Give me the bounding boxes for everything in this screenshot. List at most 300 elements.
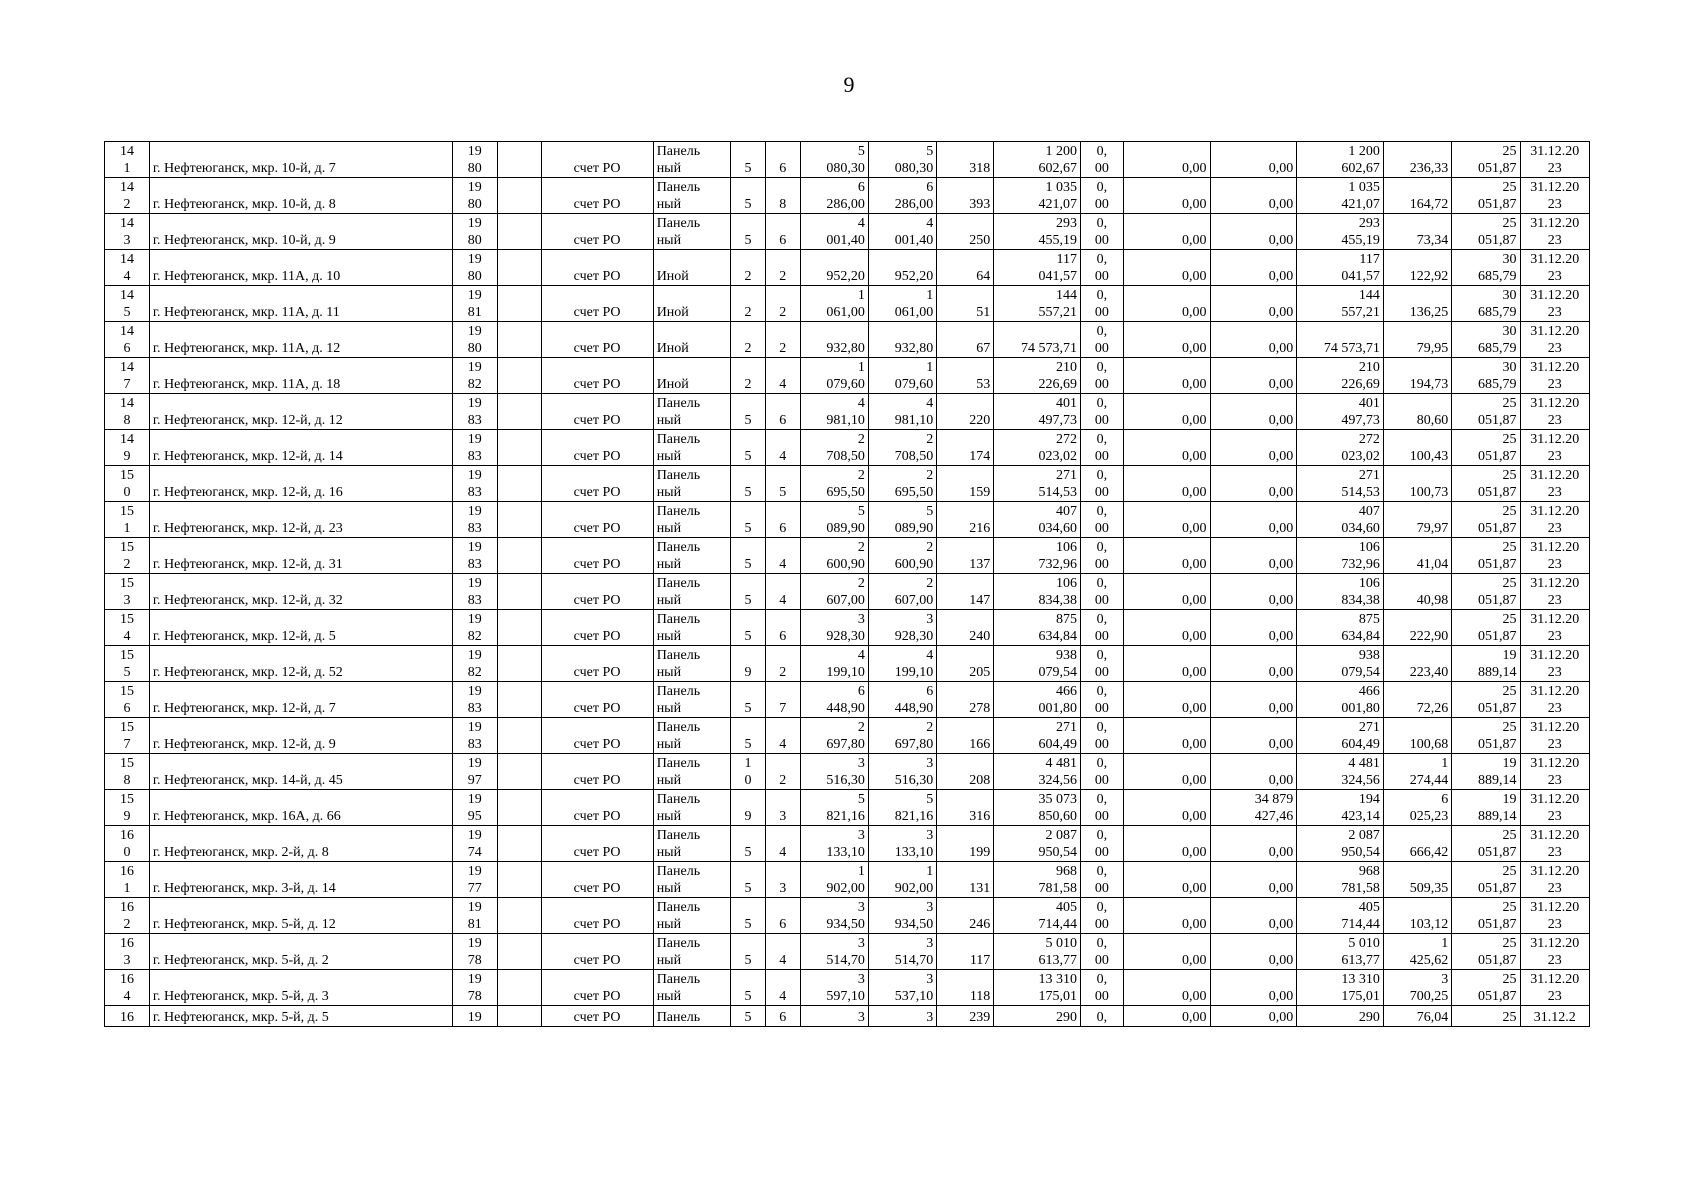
max-cost-per-m2-cell: 25 051,87 <box>1452 538 1520 574</box>
fund-share-cell: 0, 00 <box>1080 898 1123 934</box>
completion-date-cell: 31.12.20 23 <box>1520 178 1589 214</box>
wall-material-cell: Панель ный <box>653 538 731 574</box>
max-cost-per-m2-cell: 25 051,87 <box>1452 214 1520 250</box>
budget-share-cell: 0,00 <box>1123 934 1210 970</box>
repair-cost-cell: 210 226,69 <box>994 358 1081 394</box>
fund-share-cell: 0, 00 <box>1080 286 1123 322</box>
budget-share-cell: 0,00 <box>1123 826 1210 862</box>
local-share-cell: 0,00 <box>1210 826 1297 862</box>
owners-share-cell: 401 497,73 <box>1297 394 1384 430</box>
max-cost-per-m2-cell: 25 051,87 <box>1452 718 1520 754</box>
local-share-cell: 0,00 <box>1210 1006 1297 1027</box>
repair-cost-cell: 1 200 602,67 <box>994 142 1081 178</box>
living-area-cell: 2 695,50 <box>868 466 936 502</box>
funding-method-cell: счет РО <box>541 1006 653 1027</box>
year-built-cell: 19 95 <box>452 790 497 826</box>
floors-cell: 5 <box>731 466 766 502</box>
wall-material-cell: Панель ный <box>653 790 731 826</box>
total-area-cell: 5 821,16 <box>800 790 868 826</box>
repair-cost-cell: 968 781,58 <box>994 862 1081 898</box>
address-cell: г. Нефтеюганск, мкр. 5-й, д. 3 <box>149 970 452 1006</box>
living-area-cell: 3 934,50 <box>868 898 936 934</box>
entrances-cell: 6 <box>765 502 800 538</box>
year-built-cell: 19 77 <box>452 862 497 898</box>
living-area-cell: 952,20 <box>868 250 936 286</box>
year-built-cell: 19 83 <box>452 574 497 610</box>
year-built-cell: 19 78 <box>452 970 497 1006</box>
repair-cost-cell: 13 310 175,01 <box>994 970 1081 1006</box>
table-row <box>105 214 1590 250</box>
completion-date-cell: 31.12.20 23 <box>1520 790 1589 826</box>
table-row <box>105 394 1590 430</box>
budget-share-cell: 0,00 <box>1123 718 1210 754</box>
address-cell: г. Нефтеюганск, мкр. 12-й, д. 5 <box>149 610 452 646</box>
residents-cell: 246 <box>937 898 994 934</box>
budget-share-cell: 0,00 <box>1123 394 1210 430</box>
entrances-cell: 6 <box>765 214 800 250</box>
address-cell: г. Нефтеюганск, мкр. 14-й, д. 45 <box>149 754 452 790</box>
cost-per-m2-cell: 100,43 <box>1383 430 1451 466</box>
local-share-cell: 0,00 <box>1210 394 1297 430</box>
completion-date-cell: 31.12.20 23 <box>1520 718 1589 754</box>
table-row <box>105 790 1590 826</box>
max-cost-per-m2-cell: 25 051,87 <box>1452 574 1520 610</box>
address-cell: г. Нефтеюганск, мкр. 12-й, д. 31 <box>149 538 452 574</box>
fund-share-cell: 0, 00 <box>1080 322 1123 358</box>
cost-per-m2-cell: 136,25 <box>1383 286 1451 322</box>
wall-material-cell: Панель ный <box>653 142 731 178</box>
blank-cell-cell <box>497 358 541 394</box>
row-number-cell: 14 3 <box>105 214 150 250</box>
total-area-cell: 2 600,90 <box>800 538 868 574</box>
blank-cell-cell <box>497 502 541 538</box>
cost-per-m2-cell: 236,33 <box>1383 142 1451 178</box>
max-cost-per-m2-cell: 30 685,79 <box>1452 322 1520 358</box>
wall-material-cell: Панель ный <box>653 574 731 610</box>
floors-cell: 5 <box>731 394 766 430</box>
local-share-cell: 0,00 <box>1210 358 1297 394</box>
total-area-cell: 1 079,60 <box>800 358 868 394</box>
repair-cost-cell: 290 <box>994 1006 1081 1027</box>
year-built-cell: 19 74 <box>452 826 497 862</box>
cost-per-m2-cell: 79,95 <box>1383 322 1451 358</box>
floors-cell: 5 <box>731 826 766 862</box>
budget-share-cell: 0,00 <box>1123 610 1210 646</box>
residents-cell: 166 <box>937 718 994 754</box>
funding-method-cell: счет РО <box>541 790 653 826</box>
floors-cell: 5 <box>731 934 766 970</box>
row-number-cell: 16 0 <box>105 826 150 862</box>
max-cost-per-m2-cell: 25 051,87 <box>1452 430 1520 466</box>
floors-cell: 5 <box>731 970 766 1006</box>
address-cell: г. Нефтеюганск, мкр. 2-й, д. 8 <box>149 826 452 862</box>
floors-cell: 2 <box>731 286 766 322</box>
funding-method-cell: счет РО <box>541 610 653 646</box>
cost-per-m2-cell: 79,97 <box>1383 502 1451 538</box>
year-built-cell: 19 <box>452 1006 497 1027</box>
total-area-cell: 1 902,00 <box>800 862 868 898</box>
local-share-cell: 0,00 <box>1210 970 1297 1006</box>
cost-per-m2-cell: 40,98 <box>1383 574 1451 610</box>
cost-per-m2-cell: 72,26 <box>1383 682 1451 718</box>
entrances-cell: 7 <box>765 682 800 718</box>
table-row <box>105 430 1590 466</box>
repair-cost-cell: 74 573,71 <box>994 322 1081 358</box>
blank-cell-cell <box>497 214 541 250</box>
entrances-cell: 6 <box>765 898 800 934</box>
max-cost-per-m2-cell: 30 685,79 <box>1452 250 1520 286</box>
funding-method-cell: счет РО <box>541 394 653 430</box>
completion-date-cell: 31.12.20 23 <box>1520 250 1589 286</box>
address-cell: г. Нефтеюганск, мкр. 11А, д. 12 <box>149 322 452 358</box>
repair-cost-cell: 407 034,60 <box>994 502 1081 538</box>
table-row <box>105 250 1590 286</box>
funding-method-cell: счет РО <box>541 538 653 574</box>
repair-cost-cell: 272 023,02 <box>994 430 1081 466</box>
year-built-cell: 19 83 <box>452 466 497 502</box>
living-area-cell: 5 080,30 <box>868 142 936 178</box>
living-area-cell: 2 697,80 <box>868 718 936 754</box>
max-cost-per-m2-cell: 25 <box>1452 1006 1520 1027</box>
budget-share-cell: 0,00 <box>1123 790 1210 826</box>
local-share-cell: 0,00 <box>1210 466 1297 502</box>
repair-cost-cell: 106 834,38 <box>994 574 1081 610</box>
table-row <box>105 826 1590 862</box>
owners-share-cell: 194 423,14 <box>1297 790 1384 826</box>
row-number-cell: 15 8 <box>105 754 150 790</box>
living-area-cell: 2 607,00 <box>868 574 936 610</box>
local-share-cell: 0,00 <box>1210 682 1297 718</box>
funding-method-cell: счет РО <box>541 646 653 682</box>
owners-share-cell: 5 010 613,77 <box>1297 934 1384 970</box>
blank-cell-cell <box>497 430 541 466</box>
completion-date-cell: 31.12.20 23 <box>1520 934 1589 970</box>
address-cell: г. Нефтеюганск, мкр. 11А, д. 11 <box>149 286 452 322</box>
budget-share-cell: 0,00 <box>1123 754 1210 790</box>
entrances-cell: 2 <box>765 250 800 286</box>
living-area-cell: 2 600,90 <box>868 538 936 574</box>
funding-method-cell: счет РО <box>541 430 653 466</box>
fund-share-cell: 0, 00 <box>1080 430 1123 466</box>
year-built-cell: 19 80 <box>452 214 497 250</box>
address-cell: г. Нефтеюганск, мкр. 5-й, д. 5 <box>149 1006 452 1027</box>
budget-share-cell: 0,00 <box>1123 214 1210 250</box>
year-built-cell: 19 78 <box>452 934 497 970</box>
blank-cell-cell <box>497 286 541 322</box>
fund-share-cell: 0, 00 <box>1080 142 1123 178</box>
fund-share-cell: 0, 00 <box>1080 394 1123 430</box>
floors-cell: 5 <box>731 430 766 466</box>
living-area-cell: 4 199,10 <box>868 646 936 682</box>
total-area-cell: 952,20 <box>800 250 868 286</box>
total-area-cell: 2 607,00 <box>800 574 868 610</box>
funding-method-cell: счет РО <box>541 862 653 898</box>
address-cell: г. Нефтеюганск, мкр. 10-й, д. 8 <box>149 178 452 214</box>
budget-share-cell: 0,00 <box>1123 358 1210 394</box>
entrances-cell: 2 <box>765 754 800 790</box>
cost-per-m2-cell: 1 425,62 <box>1383 934 1451 970</box>
residents-cell: 137 <box>937 538 994 574</box>
fund-share-cell: 0, 00 <box>1080 250 1123 286</box>
owners-share-cell: 117 041,57 <box>1297 250 1384 286</box>
blank-cell-cell <box>497 862 541 898</box>
address-cell: г. Нефтеюганск, мкр. 12-й, д. 9 <box>149 718 452 754</box>
living-area-cell: 3 <box>868 1006 936 1027</box>
repair-cost-cell: 271 604,49 <box>994 718 1081 754</box>
repair-cost-cell: 5 010 613,77 <box>994 934 1081 970</box>
table-row <box>105 142 1590 178</box>
budget-share-cell: 0,00 <box>1123 466 1210 502</box>
funding-method-cell: счет РО <box>541 142 653 178</box>
funding-method-cell: счет РО <box>541 286 653 322</box>
total-area-cell: 5 080,30 <box>800 142 868 178</box>
fund-share-cell: 0, 00 <box>1080 790 1123 826</box>
table-row <box>105 178 1590 214</box>
local-share-cell: 0,00 <box>1210 214 1297 250</box>
total-area-cell: 5 089,90 <box>800 502 868 538</box>
local-share-cell: 0,00 <box>1210 934 1297 970</box>
owners-share-cell: 2 087 950,54 <box>1297 826 1384 862</box>
row-number-cell: 14 6 <box>105 322 150 358</box>
row-number-cell: 15 1 <box>105 502 150 538</box>
max-cost-per-m2-cell: 25 051,87 <box>1452 862 1520 898</box>
floors-cell: 5 <box>731 718 766 754</box>
completion-date-cell: 31.12.20 23 <box>1520 682 1589 718</box>
total-area-cell: 2 697,80 <box>800 718 868 754</box>
fund-share-cell: 0, 00 <box>1080 934 1123 970</box>
completion-date-cell: 31.12.20 23 <box>1520 286 1589 322</box>
funding-method-cell: счет РО <box>541 250 653 286</box>
local-share-cell: 0,00 <box>1210 250 1297 286</box>
completion-date-cell: 31.12.20 23 <box>1520 646 1589 682</box>
floors-cell: 5 <box>731 538 766 574</box>
owners-share-cell: 405 714,44 <box>1297 898 1384 934</box>
owners-share-cell: 293 455,19 <box>1297 214 1384 250</box>
living-area-cell: 3 133,10 <box>868 826 936 862</box>
year-built-cell: 19 81 <box>452 286 497 322</box>
entrances-cell: 2 <box>765 322 800 358</box>
residents-cell: 64 <box>937 250 994 286</box>
floors-cell: 5 <box>731 142 766 178</box>
wall-material-cell: Панель ный <box>653 394 731 430</box>
year-built-cell: 19 82 <box>452 646 497 682</box>
table-row <box>105 754 1590 790</box>
row-number-cell: 15 5 <box>105 646 150 682</box>
blank-cell-cell <box>497 250 541 286</box>
wall-material-cell: Панель ный <box>653 826 731 862</box>
local-share-cell: 0,00 <box>1210 502 1297 538</box>
completion-date-cell: 31.12.20 23 <box>1520 394 1589 430</box>
residents-cell: 131 <box>937 862 994 898</box>
repair-cost-cell: 106 732,96 <box>994 538 1081 574</box>
owners-share-cell: 271 604,49 <box>1297 718 1384 754</box>
cost-per-m2-cell: 73,34 <box>1383 214 1451 250</box>
completion-date-cell: 31.12.20 23 <box>1520 754 1589 790</box>
year-built-cell: 19 80 <box>452 250 497 286</box>
budget-share-cell: 0,00 <box>1123 178 1210 214</box>
residents-cell: 393 <box>937 178 994 214</box>
blank-cell-cell <box>497 970 541 1006</box>
cost-per-m2-cell: 122,92 <box>1383 250 1451 286</box>
address-cell: г. Нефтеюганск, мкр. 11А, д. 18 <box>149 358 452 394</box>
table-row <box>105 898 1590 934</box>
floors-cell: 2 <box>731 358 766 394</box>
entrances-cell: 4 <box>765 826 800 862</box>
total-area-cell: 4 199,10 <box>800 646 868 682</box>
completion-date-cell: 31.12.20 23 <box>1520 574 1589 610</box>
max-cost-per-m2-cell: 25 051,87 <box>1452 466 1520 502</box>
residents-cell: 159 <box>937 466 994 502</box>
entrances-cell: 3 <box>765 790 800 826</box>
address-cell: г. Нефтеюганск, мкр. 16А, д. 66 <box>149 790 452 826</box>
funding-method-cell: счет РО <box>541 214 653 250</box>
year-built-cell: 19 82 <box>452 610 497 646</box>
total-area-cell: 4 981,10 <box>800 394 868 430</box>
floors-cell: 2 <box>731 322 766 358</box>
entrances-cell: 6 <box>765 142 800 178</box>
living-area-cell: 4 001,40 <box>868 214 936 250</box>
budget-share-cell: 0,00 <box>1123 646 1210 682</box>
completion-date-cell: 31.12.20 23 <box>1520 898 1589 934</box>
wall-material-cell: Панель ный <box>653 682 731 718</box>
residents-cell: 239 <box>937 1006 994 1027</box>
table-row <box>105 934 1590 970</box>
living-area-cell: 3 928,30 <box>868 610 936 646</box>
residents-cell: 240 <box>937 610 994 646</box>
cost-per-m2-cell: 194,73 <box>1383 358 1451 394</box>
budget-share-cell: 0,00 <box>1123 142 1210 178</box>
address-cell: г. Нефтеюганск, мкр. 12-й, д. 16 <box>149 466 452 502</box>
address-cell: г. Нефтеюганск, мкр. 12-й, д. 32 <box>149 574 452 610</box>
floors-cell: 5 <box>731 178 766 214</box>
table-row <box>105 538 1590 574</box>
blank-cell-cell <box>497 718 541 754</box>
cost-per-m2-cell: 103,12 <box>1383 898 1451 934</box>
budget-share-cell: 0,00 <box>1123 286 1210 322</box>
year-built-cell: 19 83 <box>452 718 497 754</box>
fund-share-cell: 0, 00 <box>1080 358 1123 394</box>
max-cost-per-m2-cell: 25 051,87 <box>1452 970 1520 1006</box>
floors-cell: 9 <box>731 646 766 682</box>
funding-method-cell: счет РО <box>541 358 653 394</box>
max-cost-per-m2-cell: 25 051,87 <box>1452 394 1520 430</box>
residents-cell: 216 <box>937 502 994 538</box>
table-row <box>105 862 1590 898</box>
table-row <box>105 358 1590 394</box>
address-cell: г. Нефтеюганск, мкр. 5-й, д. 12 <box>149 898 452 934</box>
budget-share-cell: 0,00 <box>1123 1006 1210 1027</box>
owners-share-cell: 106 732,96 <box>1297 538 1384 574</box>
blank-cell-cell <box>497 142 541 178</box>
year-built-cell: 19 83 <box>452 502 497 538</box>
cost-per-m2-cell: 509,35 <box>1383 862 1451 898</box>
cost-per-m2-cell: 80,60 <box>1383 394 1451 430</box>
cost-per-m2-cell: 164,72 <box>1383 178 1451 214</box>
living-area-cell: 4 981,10 <box>868 394 936 430</box>
local-share-cell: 0,00 <box>1210 574 1297 610</box>
address-cell: г. Нефтеюганск, мкр. 10-й, д. 9 <box>149 214 452 250</box>
entrances-cell: 8 <box>765 178 800 214</box>
living-area-cell: 5 089,90 <box>868 502 936 538</box>
local-share-cell: 34 879 427,46 <box>1210 790 1297 826</box>
floors-cell: 5 <box>731 862 766 898</box>
living-area-cell: 1 061,00 <box>868 286 936 322</box>
repair-cost-cell: 1 035 421,07 <box>994 178 1081 214</box>
funding-method-cell: счет РО <box>541 898 653 934</box>
owners-share-cell: 74 573,71 <box>1297 322 1384 358</box>
address-cell: г. Нефтеюганск, мкр. 12-й, д. 52 <box>149 646 452 682</box>
row-number-cell: 16 4 <box>105 970 150 1006</box>
living-area-cell: 1 079,60 <box>868 358 936 394</box>
cost-per-m2-cell: 666,42 <box>1383 826 1451 862</box>
total-area-cell: 3 133,10 <box>800 826 868 862</box>
blank-cell-cell <box>497 826 541 862</box>
wall-material-cell: Панель <box>653 1006 731 1027</box>
total-area-cell: 2 708,50 <box>800 430 868 466</box>
total-area-cell: 6 448,90 <box>800 682 868 718</box>
blank-cell-cell <box>497 322 541 358</box>
local-share-cell: 0,00 <box>1210 718 1297 754</box>
max-cost-per-m2-cell: 25 051,87 <box>1452 934 1520 970</box>
page-number: 9 <box>843 72 855 97</box>
local-share-cell: 0,00 <box>1210 862 1297 898</box>
row-number-cell: 15 2 <box>105 538 150 574</box>
repair-cost-cell: 293 455,19 <box>994 214 1081 250</box>
address-cell: г. Нефтеюганск, мкр. 12-й, д. 7 <box>149 682 452 718</box>
owners-share-cell: 1 200 602,67 <box>1297 142 1384 178</box>
total-area-cell: 3 928,30 <box>800 610 868 646</box>
row-number-cell: 15 6 <box>105 682 150 718</box>
completion-date-cell: 31.12.20 23 <box>1520 322 1589 358</box>
funding-method-cell: счет РО <box>541 826 653 862</box>
wall-material-cell: Панель ный <box>653 862 731 898</box>
fund-share-cell: 0, 00 <box>1080 646 1123 682</box>
entrances-cell: 6 <box>765 394 800 430</box>
floors-cell: 1 0 <box>731 754 766 790</box>
row-number-cell: 15 4 <box>105 610 150 646</box>
completion-date-cell: 31.12.20 23 <box>1520 610 1589 646</box>
completion-date-cell: 31.12.20 23 <box>1520 466 1589 502</box>
row-number-cell: 14 7 <box>105 358 150 394</box>
total-area-cell: 3 934,50 <box>800 898 868 934</box>
year-built-cell: 19 83 <box>452 538 497 574</box>
owners-share-cell: 210 226,69 <box>1297 358 1384 394</box>
blank-cell-cell <box>497 790 541 826</box>
wall-material-cell: Панель ный <box>653 502 731 538</box>
owners-share-cell: 407 034,60 <box>1297 502 1384 538</box>
table-row <box>105 646 1590 682</box>
fund-share-cell: 0, 00 <box>1080 466 1123 502</box>
blank-cell-cell <box>497 178 541 214</box>
wall-material-cell: Иной <box>653 322 731 358</box>
max-cost-per-m2-cell: 25 051,87 <box>1452 682 1520 718</box>
budget-share-cell: 0,00 <box>1123 250 1210 286</box>
row-number-cell: 15 7 <box>105 718 150 754</box>
row-number-cell: 14 8 <box>105 394 150 430</box>
cost-per-m2-cell: 76,04 <box>1383 1006 1451 1027</box>
living-area-cell: 6 286,00 <box>868 178 936 214</box>
total-area-cell: 6 286,00 <box>800 178 868 214</box>
completion-date-cell: 31.12.20 23 <box>1520 862 1589 898</box>
year-built-cell: 19 80 <box>452 142 497 178</box>
local-share-cell: 0,00 <box>1210 322 1297 358</box>
residents-cell: 174 <box>937 430 994 466</box>
fund-share-cell: 0, 00 <box>1080 502 1123 538</box>
owners-share-cell: 968 781,58 <box>1297 862 1384 898</box>
repair-cost-cell: 405 714,44 <box>994 898 1081 934</box>
owners-share-cell: 271 514,53 <box>1297 466 1384 502</box>
funding-method-cell: счет РО <box>541 682 653 718</box>
